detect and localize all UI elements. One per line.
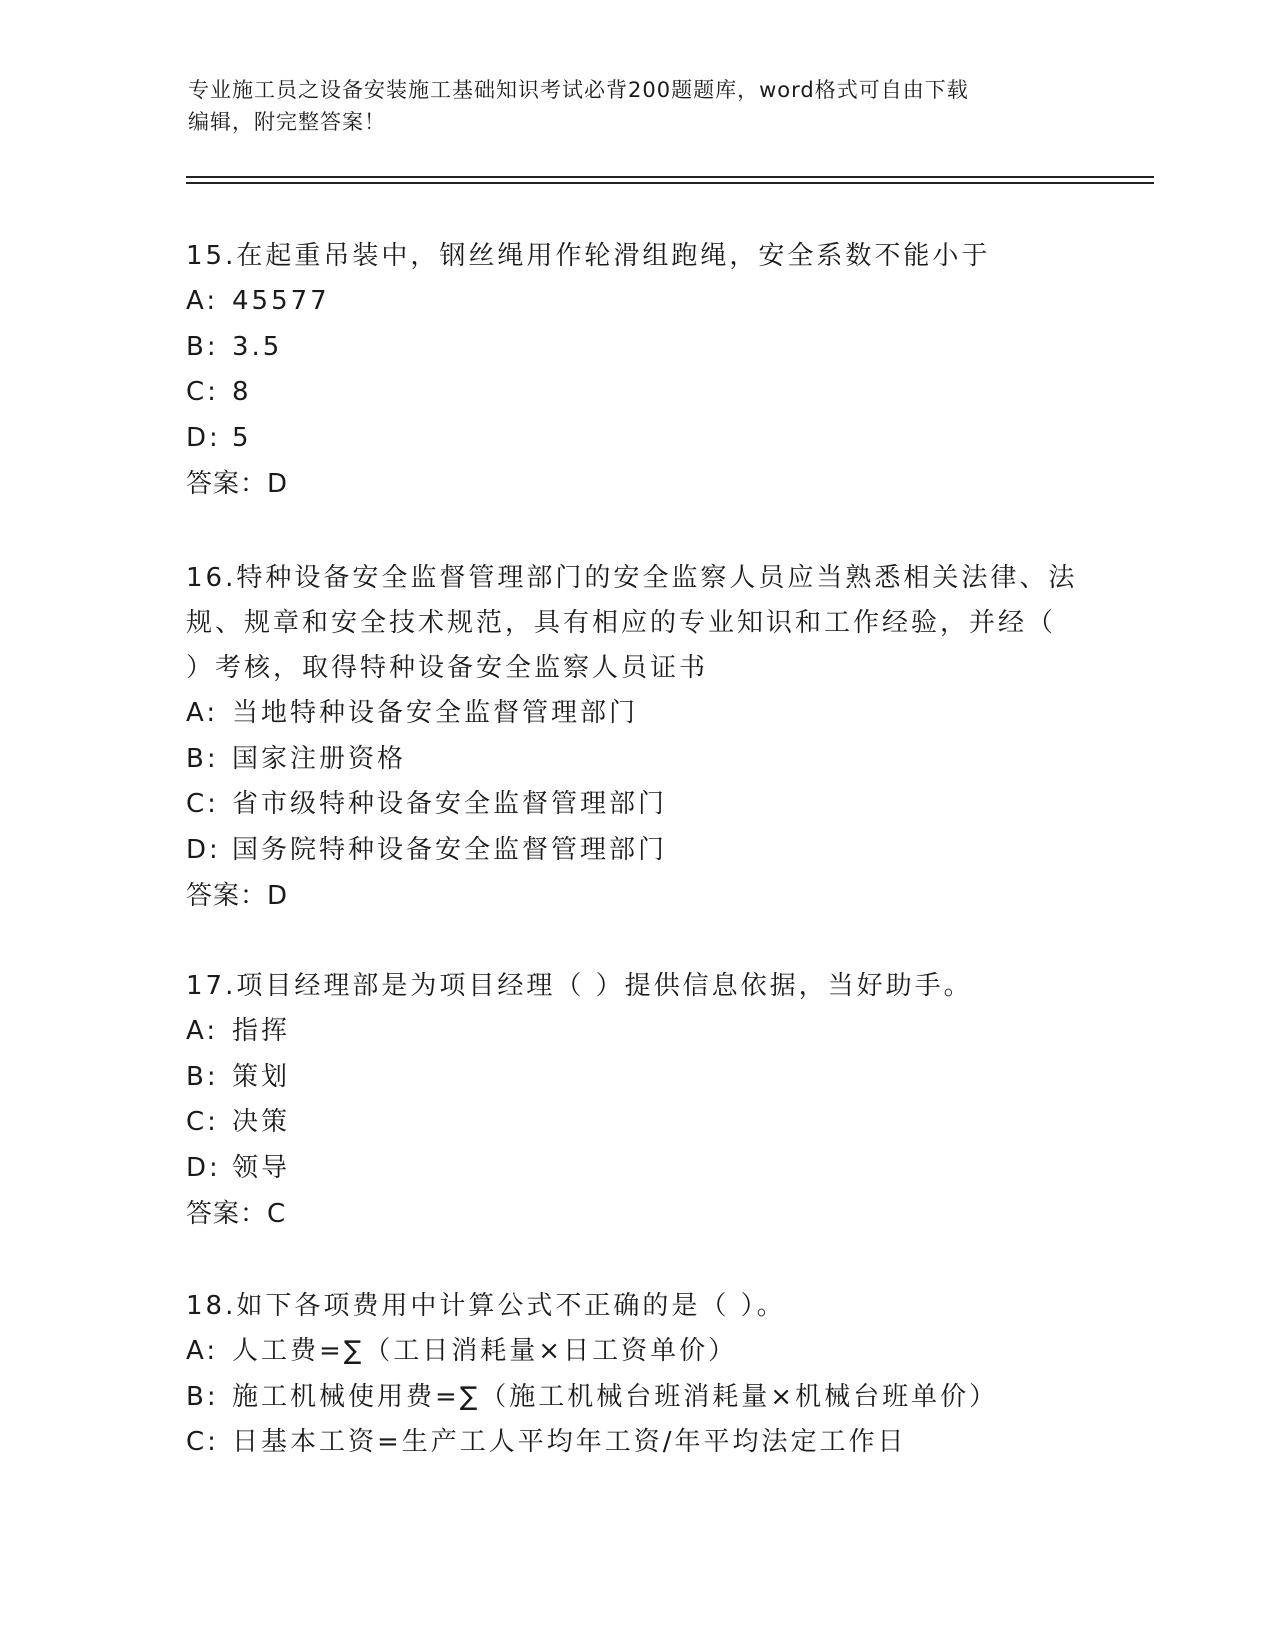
question-stem-line-2: 规、规章和安全技术规范，具有相应的专业知识和工作经验，并经（ — [186, 608, 1057, 638]
answer-line: 答案：D — [186, 881, 289, 911]
option-b — [186, 1375, 1086, 1421]
document-header — [188, 74, 1068, 138]
header-divider-bottom — [186, 182, 1154, 184]
question-stem: 18.如下各项费用中计算公式不正确的是（ ）。 — [186, 1291, 786, 1321]
answer-line: 答案：D — [186, 469, 289, 499]
question-15 — [186, 234, 1086, 507]
option-letter: D: — [186, 422, 221, 453]
option-letter: B: — [186, 1381, 219, 1412]
option-d — [186, 1146, 1086, 1192]
question-18 — [186, 1284, 1086, 1466]
option-b — [186, 1055, 1086, 1101]
option-b — [186, 325, 1086, 371]
question-stem: 15.在起重吊装中，钢丝绳用作轮滑组跑绳，安全系数不能小于 — [186, 241, 991, 271]
question-stem-line-3: ）考核，取得特种设备安全监察人员证书 — [186, 653, 709, 683]
option-text: 国家注册资格 — [232, 743, 407, 774]
option-text: 决策 — [232, 1107, 291, 1137]
option-a — [186, 1329, 1086, 1375]
option-letter: B: — [186, 743, 219, 774]
option-c — [186, 1100, 1086, 1146]
option-b — [186, 737, 1086, 783]
header-divider-top — [186, 176, 1154, 178]
option-letter: A: — [186, 698, 219, 728]
header-title-line-2: 编辑，附完整答案！ — [188, 110, 386, 134]
option-letter: D: — [186, 1152, 221, 1183]
option-a — [186, 1009, 1086, 1055]
question-16 — [186, 556, 1086, 919]
option-letter: C: — [186, 1427, 219, 1457]
question-stem: 17.项目经理部是为项目经理（ ）提供信息依据，当好助手。 — [186, 971, 973, 1001]
option-letter: A: — [186, 286, 219, 316]
option-letter: C: — [186, 1107, 219, 1137]
option-text: 日基本工资=生产工人平均年工资/年平均法定工作日 — [232, 1427, 907, 1457]
option-c — [186, 782, 1086, 828]
option-a — [186, 691, 1086, 737]
answer-line: 答案：C — [186, 1199, 287, 1229]
option-d — [186, 828, 1086, 874]
option-text: 当地特种设备安全监督管理部门 — [232, 698, 639, 728]
option-text: 5 — [232, 422, 252, 453]
option-c — [186, 1420, 1086, 1466]
option-text: 人工费=∑（工日消耗量×日工资单价） — [232, 1336, 738, 1366]
option-text: 领导 — [232, 1152, 291, 1183]
option-text: 省市级特种设备安全监督管理部门 — [232, 789, 668, 819]
option-text: 施工机械使用费=∑（施工机械台班消耗量×机械台班单价） — [232, 1381, 999, 1412]
option-text: 指挥 — [232, 1016, 291, 1046]
option-text: 45577 — [232, 286, 330, 316]
option-text: 国务院特种设备安全监督管理部门 — [232, 834, 668, 865]
option-c — [186, 370, 1086, 416]
option-letter: D: — [186, 834, 221, 865]
header-title-line-1: 专业施工员之设备安装施工基础知识考试必背200题题库，word格式可自由下载 — [188, 78, 969, 102]
option-d — [186, 416, 1086, 462]
option-letter: C: — [186, 377, 219, 407]
option-letter: B: — [186, 331, 219, 362]
option-a — [186, 279, 1086, 325]
option-text: 8 — [232, 377, 252, 407]
option-letter: C: — [186, 789, 219, 819]
question-stem-line-1: 16.特种设备安全监督管理部门的安全监察人员应当熟悉相关法律、法 — [186, 563, 1078, 593]
option-text: 3.5 — [232, 331, 283, 362]
option-letter: A: — [186, 1336, 219, 1366]
option-letter: B: — [186, 1061, 219, 1092]
option-text: 策划 — [232, 1061, 291, 1092]
option-letter: A: — [186, 1016, 219, 1046]
question-17 — [186, 964, 1086, 1237]
